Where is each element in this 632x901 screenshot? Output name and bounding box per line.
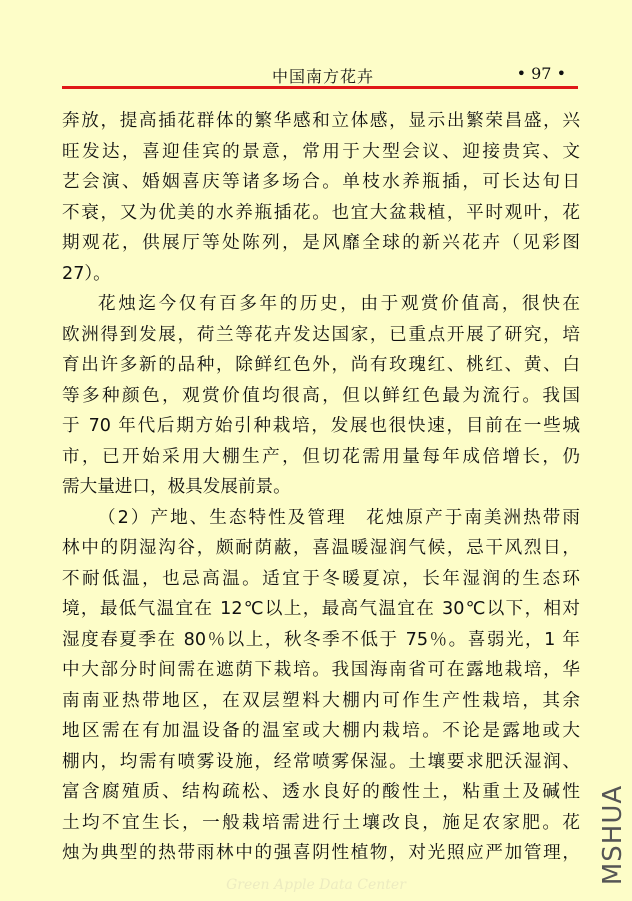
- body-text: [62, 106, 580, 869]
- text-line: 欧洲得到发展，荷兰等花卉发达国家，已重点开展了研究，培: [62, 324, 580, 345]
- header-rule: [62, 86, 578, 89]
- text-line: 需大量进口，极具发展前景。: [62, 477, 291, 497]
- text-line: 市，已开始采用大棚生产，但切花需用量每年成倍增长，仍: [62, 446, 580, 467]
- text-line: 林中的阴湿沟谷，颇耐荫蔽，喜温暖湿润气候，忌干风烈日，: [62, 538, 580, 558]
- page-header: [62, 64, 574, 86]
- text-line: 湿度春夏季在 80％以上，秋冬季不低于 75％。喜弱光，1 年: [62, 629, 580, 650]
- side-watermark: [598, 780, 628, 890]
- text-line: 旺发达，喜迎佳宾的景意，常用于大型会议、迎接贵宾、文: [62, 141, 580, 162]
- side-watermark-text: MSHUA: [598, 784, 628, 886]
- text-line: 南南亚热带地区，在双层塑料大棚内可作生产性栽培，其余: [62, 690, 580, 711]
- page-number: • 97 •: [516, 64, 566, 83]
- text-line: 27）。: [62, 263, 111, 284]
- text-line: 等多种颜色，观赏价值均很高，但以鲜红色最为流行。我国: [62, 385, 580, 406]
- text-line: 于 70 年代后期方始引种栽培，发展也很快速，目前在一些城: [62, 416, 580, 436]
- text-line: 境，最低气温宜在 12℃以上，最高气温宜在 30℃以下，相对: [62, 599, 580, 619]
- text-line: 富含腐殖质、结构疏松、透水良好的酸性土，粘重土及碱性: [62, 782, 580, 802]
- text-line: 中大部分时间需在遮荫下栽培。我国海南省可在露地栽培，华: [62, 660, 580, 680]
- text-line: （2）产地、生态特性及管理 花烛原产于南美洲热带雨: [98, 507, 580, 528]
- running-title: 中国南方花卉: [272, 67, 375, 86]
- text-line: 奔放，提高插花群体的繁华感和立体感，显示出繁荣昌盛，兴: [62, 111, 580, 131]
- text-line: 地区需在有加温设备的温室或大棚内栽培。不论是露地或大: [62, 721, 580, 741]
- text-line: 不耐低温，也忌高温。适宜于冬暖夏凉，长年湿润的生态环: [62, 568, 580, 589]
- text-line: 棚内，均需有喷雾设施，经常喷雾保湿。土壤要求肥沃湿润、: [62, 751, 580, 772]
- text-line: 花烛迄今仅有百多年的历史，由于观赏价值高，很快在: [98, 294, 580, 314]
- text-line: 期观花，供展厅等处陈列，是风靡全球的新兴花卉（见彩图: [62, 233, 580, 253]
- text-line: 艺会演、婚姻喜庆等诸多场合。单枝水养瓶插，可长达旬日: [62, 172, 580, 192]
- text-line: 土均不宜生长，一般栽培需进行土壤改良，施足农家肥。花: [62, 812, 580, 833]
- text-line: 烛为典型的热带雨林中的强喜阴性植物，对光照应严加管理，: [62, 843, 580, 863]
- text-line: 不衰，又为优美的水养瓶插花。也宜大盆栽植，平时观叶，花: [62, 202, 580, 223]
- bottom-watermark: Green Apple Data Center: [226, 877, 406, 893]
- text-line: 育出许多新的品种，除鲜红色外，尚有玫瑰红、桃红、黄、白: [62, 355, 580, 375]
